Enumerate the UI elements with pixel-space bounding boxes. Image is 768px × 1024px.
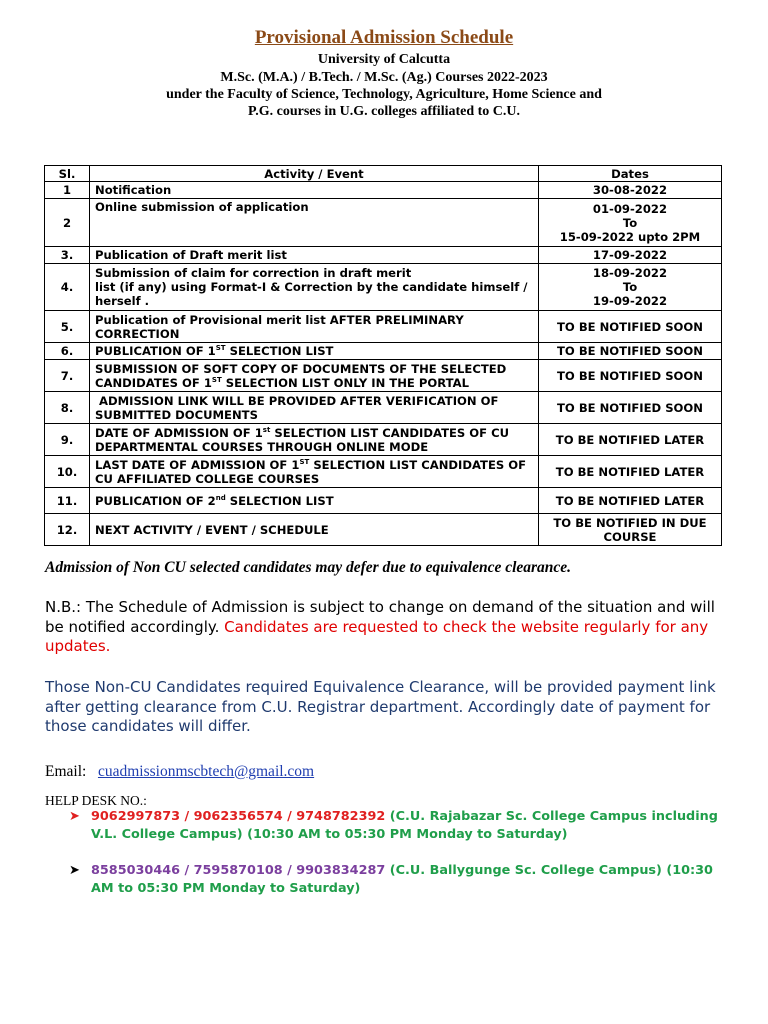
table-row — [45, 514, 722, 546]
university-name: University of Calcutta — [317, 52, 451, 67]
header-dates: Dates — [539, 166, 722, 182]
row-activity: PUBLICATION OF 1ST SELECTION LIST — [90, 343, 539, 360]
faculty-line-1: under the Faculty of Science, Technology, Agriculture, Home Science and — [166, 87, 602, 102]
equivalence-defer-note: Admission of Non CU selected candidates may defer due to equivalence clearance. — [45, 559, 572, 576]
row-dates: TO BE NOTIFIED LATER — [539, 488, 722, 514]
row-sl: 4. — [45, 264, 90, 311]
row-sl: 8. — [45, 392, 90, 424]
courses-line: M.Sc. (M.A.) / B.Tech. / M.Sc. (Ag.) Courses 2022-2023 — [220, 70, 548, 85]
row-sl: 9. — [45, 424, 90, 456]
row-activity: Publication of Draft merit list — [90, 247, 539, 264]
row-sl: 5. — [45, 311, 90, 343]
table-row — [45, 392, 722, 424]
table-row — [45, 360, 722, 392]
row-activity: ADMISSION LINK WILL BE PROVIDED AFTER VERIFICATION OF SUBMITTED DOCUMENTS — [90, 392, 539, 424]
table-row — [45, 264, 722, 311]
row-activity: Notification — [90, 182, 539, 199]
row-activity: NEXT ACTIVITY / EVENT / SCHEDULE — [90, 514, 539, 546]
row-sl: 1 — [45, 182, 90, 199]
row-dates: TO BE NOTIFIED SOON — [539, 392, 722, 424]
helpdesk-item-ballygunge: ➤ 8585030446 / 7595870108 / 9903834287 (C.U. Ballygunge Sc. College Campus) (10:30 AM to 05:30 PM Monday to Saturday) — [69, 863, 713, 896]
page-title: Provisional Admission Schedule — [254, 27, 514, 48]
equivalence-paragraph: Those Non-CU Candidates required Equivalence Clearance, will be provided payment link after getting clearance from C.U. Registrar department. Accordingly date of payment for those candidates will differ. — [45, 678, 716, 735]
arrow-bullet-icon: ➤ — [69, 863, 80, 878]
row-activity: Submission of claim for correction in draft merit list (if any) using Format-I & Correction by the candidate himself / herself . — [90, 264, 539, 311]
row-activity: Publication of Provisional merit list AFTER PRELIMINARY CORRECTION — [90, 311, 539, 343]
row-dates: TO BE NOTIFIED SOON — [539, 311, 722, 343]
table-row — [45, 247, 722, 264]
row-dates: 18-09-2022 To 19-09-2022 — [539, 264, 722, 311]
schedule-table — [44, 165, 722, 546]
row-dates: 01-09-2022 To 15-09-2022 upto 2PM — [539, 199, 722, 247]
row-sl: 12. — [45, 514, 90, 546]
row-sl: 11. — [45, 488, 90, 514]
row-sl: 10. — [45, 456, 90, 488]
faculty-line-2: P.G. courses in U.G. colleges affiliated to C.U. — [247, 104, 521, 119]
row-dates: 17-09-2022 — [539, 247, 722, 264]
row-activity: Online submission of application — [90, 199, 539, 247]
row-sl: 3. — [45, 247, 90, 264]
row-sl: 2 — [45, 199, 90, 247]
table-row — [45, 456, 722, 488]
row-activity: DATE OF ADMISSION OF 1st SELECTION LIST CANDIDATES OF CU DEPARTMENTAL COURSES THROUGH ONLINE MODE — [90, 424, 539, 456]
row-dates: TO BE NOTIFIED LATER — [539, 424, 722, 456]
row-dates: TO BE NOTIFIED IN DUE COURSE — [539, 514, 722, 546]
row-activity: PUBLICATION OF 2nd SELECTION LIST — [90, 488, 539, 514]
table-row — [45, 488, 722, 514]
row-activity: LAST DATE OF ADMISSION OF 1ST SELECTION LIST CANDIDATES OF CU AFFILIATED COLLEGE COURSES — [90, 456, 539, 488]
email-line: Email: cuadmissionmscbtech@gmail.com — [45, 763, 315, 780]
row-sl: 6. — [45, 343, 90, 360]
header-activity: Activity / Event — [90, 166, 539, 182]
table-row — [45, 311, 722, 343]
arrow-bullet-icon: ➤ — [69, 809, 80, 824]
table-header-row — [45, 166, 722, 182]
nb-paragraph: N.B.: The Schedule of Admission is subject to change on demand of the situation and will be notified accordingly. Candidates are requested to check the website regularly for any updates. — [45, 598, 715, 655]
email-link[interactable]: cuadmissionmscbtech@gmail.com — [97, 763, 315, 780]
table-row — [45, 182, 722, 199]
table-row — [45, 424, 722, 456]
row-dates: 30-08-2022 — [539, 182, 722, 199]
table-row — [45, 199, 722, 247]
row-dates: TO BE NOTIFIED SOON — [539, 343, 722, 360]
header-sl: Sl. — [45, 166, 90, 182]
row-sl: 7. — [45, 360, 90, 392]
helpdesk-label: HELP DESK NO.: — [45, 793, 147, 808]
table-row — [45, 343, 722, 360]
row-dates: TO BE NOTIFIED SOON — [539, 360, 722, 392]
row-dates: TO BE NOTIFIED LATER — [539, 456, 722, 488]
row-activity: SUBMISSION OF SOFT COPY OF DOCUMENTS OF THE SELECTED CANDIDATES OF 1ST SELECTION LIST ONLY IN THE PORTAL — [90, 360, 539, 392]
helpdesk-item-rajabazar: ➤ 9062997873 / 9062356574 / 9748782392 (C.U. Rajabazar Sc. College Campus including V.L. College Campus) (10:30 AM to 05:30 PM Monday to Saturday) — [69, 809, 718, 842]
